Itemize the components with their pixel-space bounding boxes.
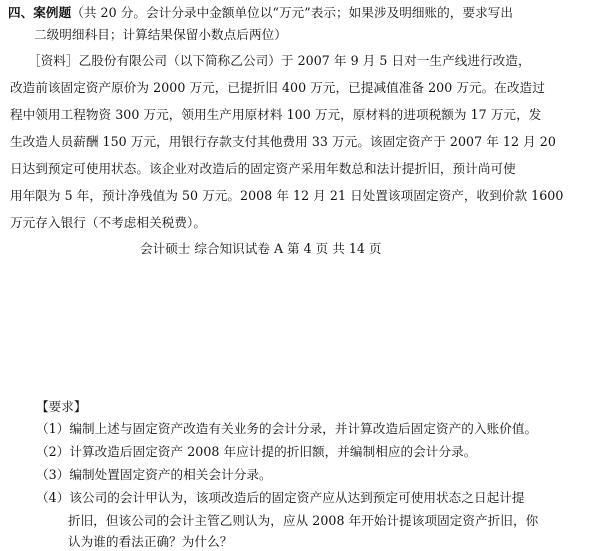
page-footer: 会计硕士 综合知识试卷 A 第 4 页 共 14 页 <box>140 241 382 256</box>
section-intro-1: （共 20 分。会计分录中金额单位以“万元”表示；如果涉及明细账的，要求写出 <box>71 5 514 20</box>
section-intro-2: 二级明细科目；计算结果保留小数点后两位） <box>34 27 287 42</box>
material-line-3: 程中领用工程物资 300 万元，领用生产用原材料 100 万元，原材料的进项税额为 17 万元，发 <box>10 107 542 122</box>
material-line-6: 用年限为 5 年，预计净残值为 50 万元。2008 年 12 月 21 日处置该项固定资产，收到价款 1600 <box>10 188 564 203</box>
requirement-4c: 认为谁的看法正确？为什么？ <box>68 534 233 549</box>
material-line-7: 万元存入银行（不考虑相关税费）。 <box>10 215 206 230</box>
section-heading: 四、案例题 <box>8 5 72 20</box>
requirement-3: （3）编制处置固定资产的相关会计分录。 <box>36 467 272 482</box>
material-line-2: 改造前该固定资产原价为 2000 万元，已提折旧 400 万元，已提减值准备 200 万元。在改造过 <box>10 80 545 95</box>
requirement-1: （1）编制上述与固定资产改造有关业务的会计分录，并计算改造后固定资产的入账价值。 <box>36 421 538 436</box>
material-line-1: ［资料］乙股份有限公司（以下简称乙公司）于 2007 年 9 月 5 日对一生产线进行改造， <box>28 53 531 68</box>
requirement-4a: （4）该公司的会计甲认为，该项改造后的固定资产应从达到预定可使用状态之日起计提 <box>36 490 525 505</box>
section-heading-line <box>8 4 513 22</box>
requirement-4b: 折旧，但该公司的会计主管乙则认为，应从 2008 年开始计提该项固定资产折旧，你 <box>68 513 539 528</box>
material-line-5: 日达到预定可使用状态。该企业对改造后的固定资产采用年数总和法计提折旧，预计尚可使 <box>10 161 516 176</box>
material-line-4: 生改造人员薪酬 150 万元，用银行存款支付其他费用 33 万元。该固定资产于 2007 年 12 月 20 <box>10 134 556 149</box>
requirements-heading: 【要求】 <box>36 399 87 414</box>
requirement-2: （2）计算改造后固定资产 2008 年应计提的折旧额，并编制相应的会计分录。 <box>36 444 477 459</box>
